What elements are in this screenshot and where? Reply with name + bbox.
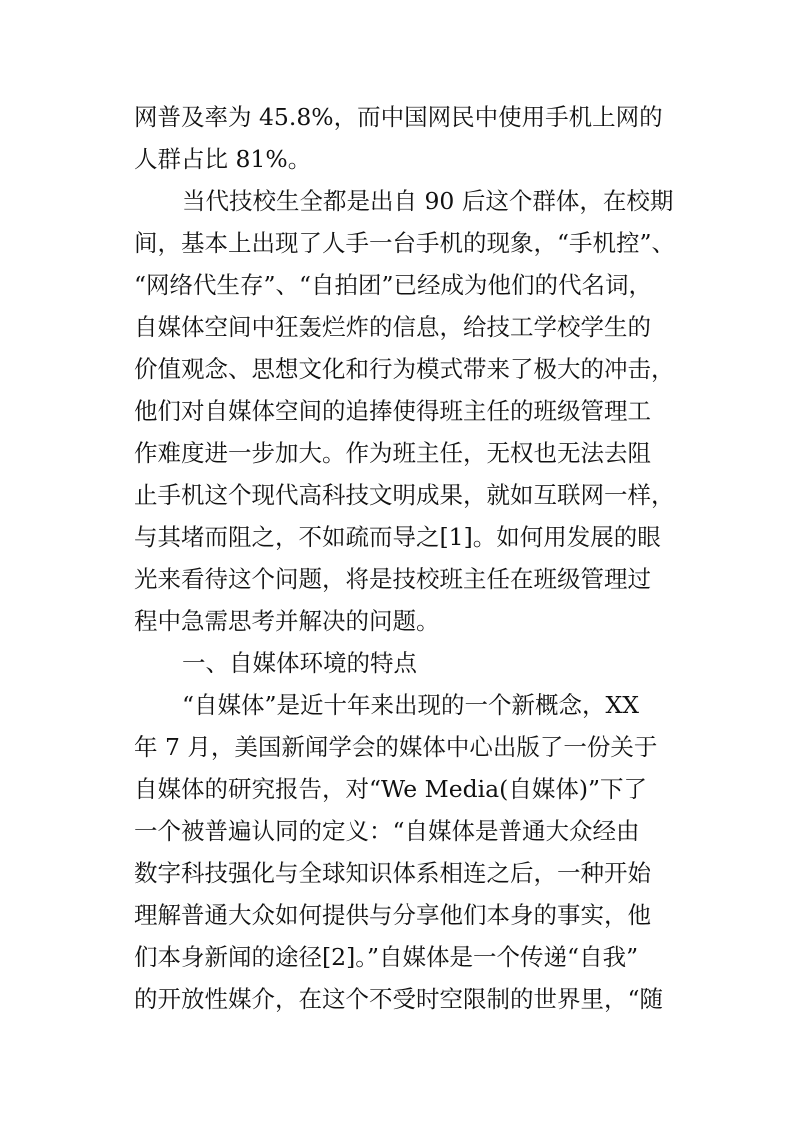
text-line: 间，基本上出现了人手一台手机的现象，“手机控”、 [134,229,676,257]
text-line: 止手机这个现代高科技文明成果，就如互联网一样， [134,481,675,509]
text-line: 自媒体的研究报告，对“We Media(自媒体)”下了 [134,775,648,803]
section-heading: 一、自媒体环境的特点 [182,649,417,677]
text-line: 程中急需思考并解决的问题。 [134,607,440,635]
text-line: “自媒体”是近十年来出现的一个新概念，XX [182,691,639,719]
text-line: 当代技校生全都是出自 90 后这个群体，在校期 [182,187,674,215]
text-line: 理解普通大众如何提供与分享他们本身的事实，他 [134,901,651,929]
text-line: 与其堵而阻之，不如疏而导之[1]。如何用发展的眼 [134,523,661,551]
text-line: 他们对自媒体空间的追捧使得班主任的班级管理工 [134,397,651,425]
text-line: 数字科技强化与全球知识体系相连之后，一种开始 [134,859,651,887]
text-line: 们本身新闻的途径[2]。”自媒体是一个传递“自我” [134,943,639,971]
text-line: 一个被普遍认同的定义：“自媒体是普通大众经由 [134,817,640,845]
text-line: 年 7 月，美国新闻学会的媒体中心出版了一份关于 [134,733,658,761]
text-line: 的开放性媒介，在这个不受时空限制的世界里，“随 [134,985,664,1013]
text-line: 价值观念、思想文化和行为模式带来了极大的冲击， [134,355,675,383]
text-line: 作难度进一步加大。作为班主任，无权也无法去阻 [134,439,651,467]
text-line: 人群占比 81%。 [134,145,312,173]
text-line: 网普及率为 45.8%，而中国网民中使用手机上网的 [134,103,663,131]
text-line: “网络代生存”、“自拍团”已经成为他们的代名词， [134,271,653,299]
text-line: 自媒体空间中狂轰烂炸的信息，给技工学校学生的 [134,313,651,341]
text-line: 光来看待这个问题，将是技校班主任在班级管理过 [134,565,651,593]
